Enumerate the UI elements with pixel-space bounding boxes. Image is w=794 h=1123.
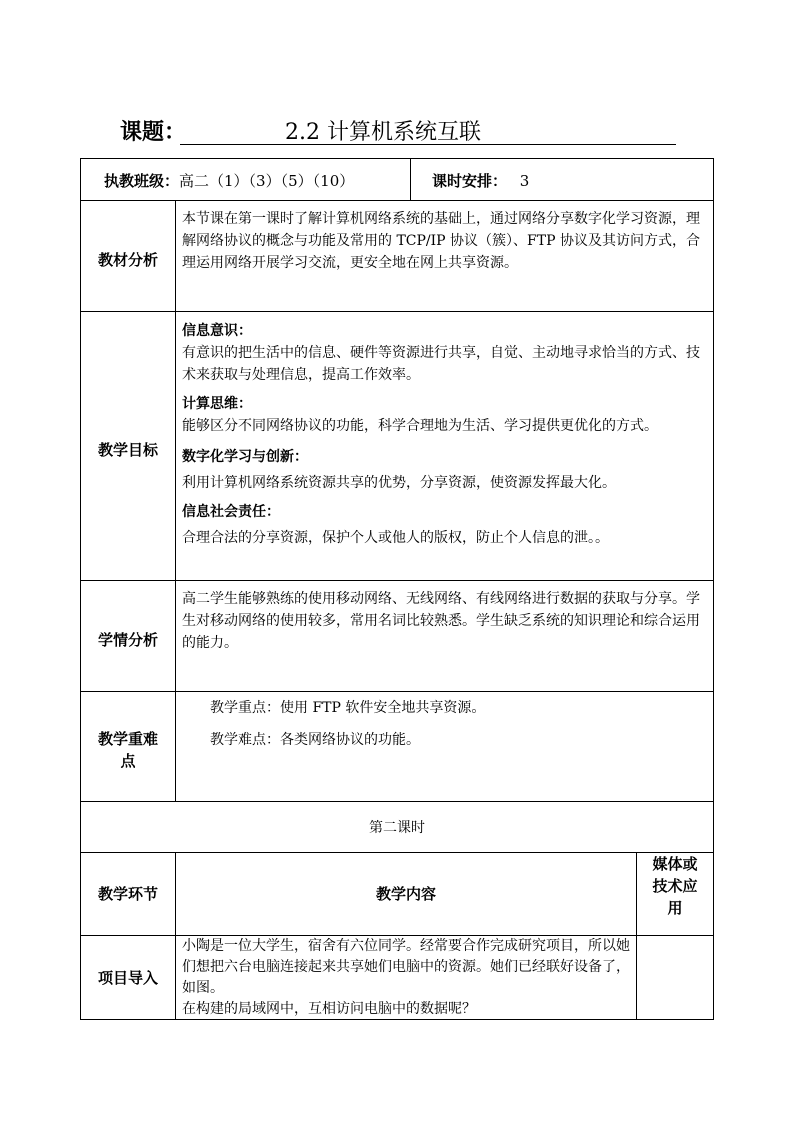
class-value: 高二（1）（3）（5）（10） xyxy=(179,172,355,190)
material-text: 本节课在第一课时了解计算机网络系统的基础上，通过网络分享数字化学习资源，理解网络协议的概念与功能及常用的 TCP/IP 协议（簇）、FTP 协议及其访问方式，合理运用网络开展学习交流，更安全地在网上共享资源。 xyxy=(182,211,700,271)
key-focus: 教学重点：使用 FTP 软件安全地共享资源。 xyxy=(210,700,486,716)
keypoints-label-line2: 点 xyxy=(120,752,136,770)
table-row-media-cell xyxy=(636,935,714,1020)
title-label: 课题： xyxy=(120,119,187,145)
goals-label: 教学目标 xyxy=(97,441,158,459)
keypoints-label xyxy=(80,728,176,772)
class-label: 执教班级： xyxy=(104,172,180,190)
lesson-title-row xyxy=(120,113,676,145)
hours-label: 课时安排： xyxy=(432,172,508,190)
media-header-line3: 用 xyxy=(667,899,683,917)
goal-text: 利用计算机网络系统资源共享的优势，分享资源，使资源发挥最大化。 xyxy=(182,475,616,491)
lesson-title: 2.2 计算机系统互联 xyxy=(285,120,481,145)
goal-text: 有意识的把生活中的信息、硬件等资源进行共享，自觉、主动地寻求恰当的方式、技术来获取与处理信息，提高工作效率。 xyxy=(182,345,700,383)
keypoints-label-line1: 教学重难 xyxy=(97,730,158,748)
goal-text: 合理合法的分享资源，保护个人或他人的版权，防止个人信息的泄。。 xyxy=(182,530,609,546)
table-row-stage: 项目导入 xyxy=(97,969,158,987)
material-label: 教材分析 xyxy=(97,251,158,269)
content-header: 教学内容 xyxy=(375,885,436,903)
goal-heading: 信息意识： xyxy=(182,323,252,339)
title-underline xyxy=(180,144,676,145)
class-info xyxy=(104,170,354,191)
stage-header: 教学环节 xyxy=(97,885,158,903)
hours-info xyxy=(432,170,529,191)
table-row-question: 在构建的局域网中，互相访问电脑中的数据呢？ xyxy=(182,1001,476,1017)
goal-heading: 数字化学习与创新： xyxy=(182,449,308,465)
hours-value: 3 xyxy=(519,172,530,190)
media-header-line1: 媒体或 xyxy=(652,855,698,873)
students-label: 学情分析 xyxy=(97,631,158,649)
goal-text: 能够区分不同网络协议的功能，科学合理地为生活、学习提供更优化的方式。 xyxy=(182,418,658,434)
table-row-text: 小陶是一位大学生，宿舍有六位同学。经常要合作完成研究项目，所以她们想把六台电脑连接起来共享她们电脑中的资源。她们已经联好设备了，如图。 xyxy=(182,938,630,996)
media-header-line2: 技术应 xyxy=(652,877,698,895)
goals-content xyxy=(182,320,710,549)
second-lesson-title: 第二课时 xyxy=(369,820,425,836)
media-header xyxy=(636,853,714,919)
students-text: 高二学生能够熟练的使用移动网络、无线网络、有线网络进行数据的获取与分享。学生对移动网络的使用较多，常用名词比较熟悉。学生缺乏系统的知识理论和综合运用的能力。 xyxy=(182,591,700,651)
goal-heading: 计算思维： xyxy=(182,396,252,412)
goal-heading: 信息社会责任： xyxy=(182,504,280,520)
key-difficulty: 教学难点：各类网络协议的功能。 xyxy=(210,732,420,748)
